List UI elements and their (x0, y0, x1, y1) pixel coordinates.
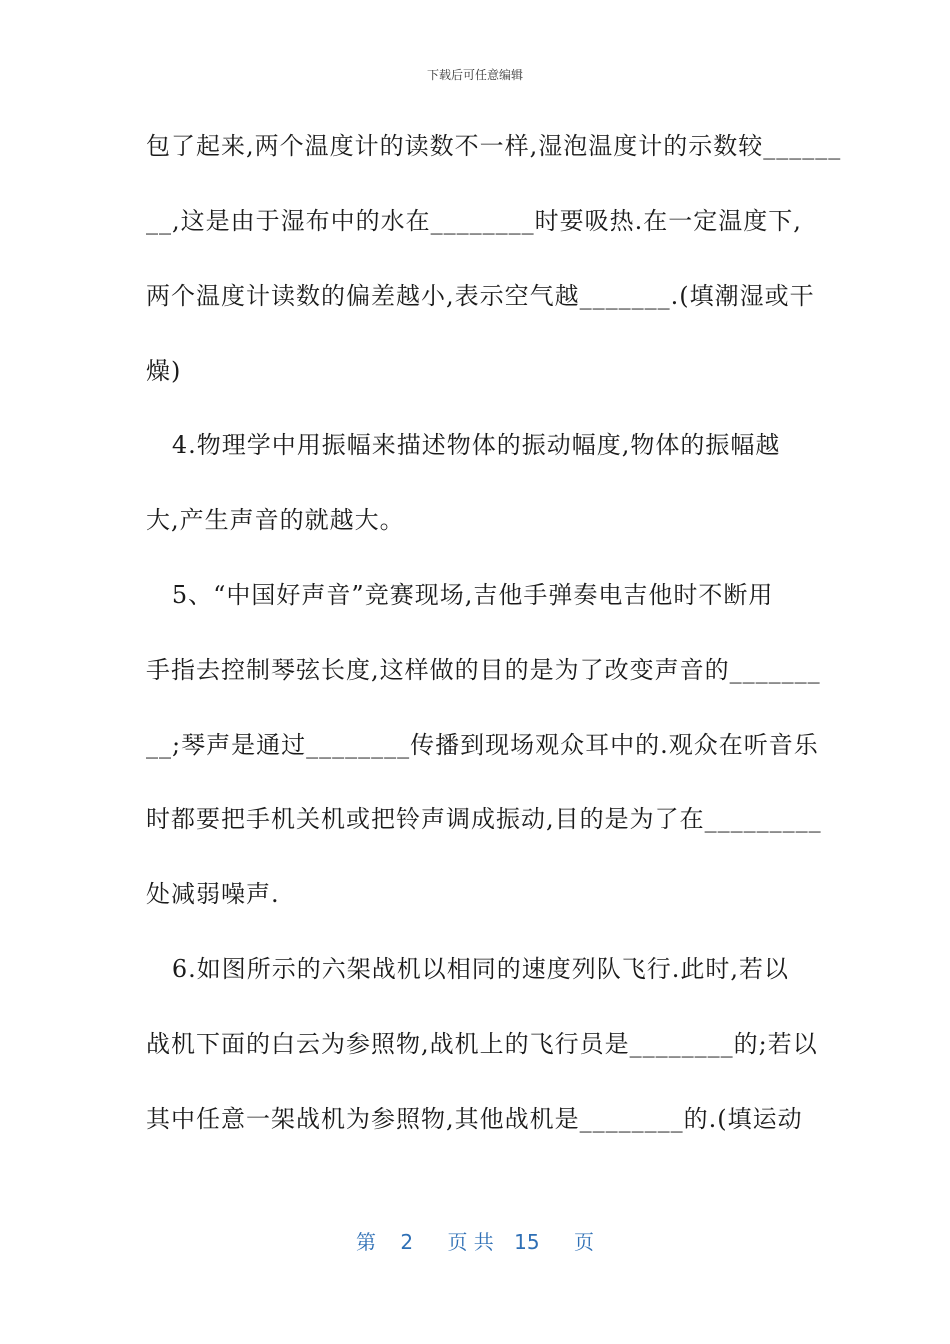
text-line: 4.物理学中用振幅来描述物体的振动幅度,物体的振幅越 (146, 431, 781, 459)
page-header: 下载后可任意编辑 (426, 68, 523, 82)
text-line: 两个温度计读数的偏差越小,表示空气越_______.(填潮湿或干 (146, 282, 815, 310)
text-line: 燥) (146, 357, 182, 385)
footer-middle: 页 共 (447, 1230, 494, 1254)
text-line: 战机下面的白云为参照物,战机上的飞行员是________的;若以 (146, 1030, 818, 1058)
text-line: 大,产生声音的就越大。 (146, 506, 405, 534)
text-line: 时都要把手机关机或把铃声调成振动,目的是为了在_________ (146, 805, 822, 833)
text-line: __,这是由于湿布中的水在________时要吸热.在一定温度下, (146, 207, 802, 235)
text-line: 处减弱噪声. (146, 880, 280, 908)
footer-suffix: 页 (573, 1230, 594, 1254)
text-line: 手指去控制琴弦长度,这样做的目的是为了改变声音的_______ (146, 656, 821, 684)
footer-prefix: 第 (356, 1230, 376, 1254)
text-line: 包了起来,两个温度计的读数不一样,湿泡温度计的示数较______ (146, 132, 842, 160)
text-line: __;琴声是通过________传播到现场观众耳中的.观众在听音乐 (146, 731, 819, 759)
text-line: 5、“中国好声音”竞赛现场,吉他手弹奏电吉他时不断用 (146, 581, 774, 609)
total-pages-number: 15 (514, 1230, 540, 1254)
text-line: 6.如图所示的六架战机以相同的速度列队飞行.此时,若以 (146, 955, 790, 983)
text-line: 其中任意一架战机为参照物,其他战机是________的.(填运动 (146, 1105, 803, 1133)
current-page-number: 2 (400, 1230, 414, 1254)
page-footer (0, 1226, 950, 1255)
